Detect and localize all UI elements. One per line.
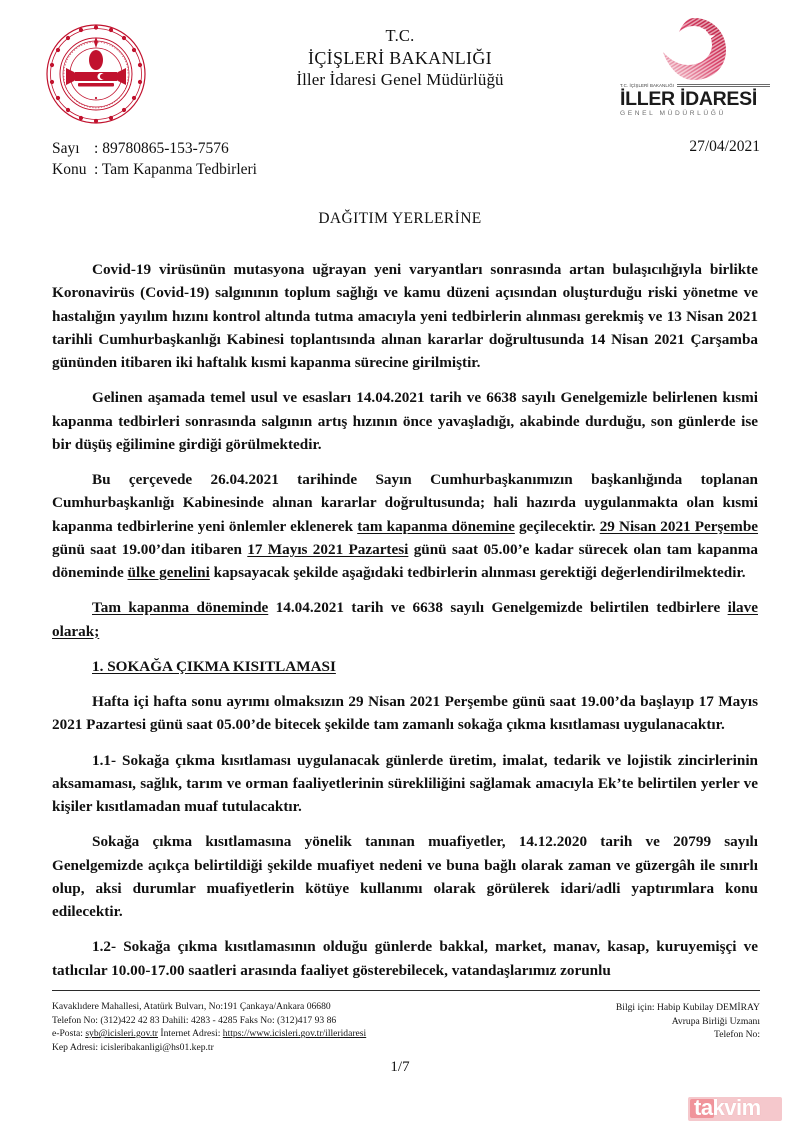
footer-contact-block (52, 1000, 366, 1054)
crescent-star-emblem-icon (658, 16, 730, 82)
p3-underline-ulke-geneli: ülke genelini (127, 564, 210, 581)
p3-segment-3: günü saat 19.00’dan itibaren (52, 540, 248, 558)
recipient-heading: DAĞITIM YERLERİNE (318, 210, 482, 227)
p3-underline-tam-kapanma: tam kapanma dönemine (357, 517, 515, 535)
watermark-text: takvim (694, 1095, 761, 1120)
ministry-seal-icon (44, 22, 148, 126)
footer-kep: Kep Adresi: icisleribakanligi@hs01.kep.tr (52, 1041, 214, 1053)
footer-address: Kavaklıdere Mahallesi, Atatürk Bulvarı, No:191 Çankaya/Ankara 06680 (52, 1001, 331, 1012)
document-header (0, 0, 800, 122)
header-title-block (296, 26, 503, 91)
footer-email-label: e-Posta: (52, 1028, 86, 1040)
logo-rule (677, 84, 770, 88)
logo-wordmark (620, 82, 770, 117)
document-meta (52, 138, 760, 184)
section-heading-1-text: 1. SOKAĞA ÇIKMA KISITLAMASI (92, 657, 336, 675)
footer-web-label: İnternet Adresi: (158, 1028, 223, 1040)
paragraph-8-item-1-2: 1.2- Sokağa çıkma kısıtlamasının olduğu günlerde bakkal, market, manav, kasap, kuruyemişçi ve tatlıcılar 10.00-17.00 saatleri arasında faaliyet gösterebilecek, vatandaşlarımız zorunlu (52, 938, 758, 979)
takvim-watermark (684, 1075, 796, 1129)
footer-phone: Telefon No: (312)422 42 83 Dahili: 4283 - 4285 Faks No: (312)417 93 86 (52, 1014, 337, 1026)
paragraph-7: Sokağa çıkma kısıtlamasına yönelik tanınan muafiyetler, 14.12.2020 tarih ve 20799 sayılı Genelgemizde açıkça belirtildiği şekilde muafiyet nedeni ve buna bağlı olarak zaman ve güzergâh ile sınırlı olup, aksi durumlar muafiyetlerin kötüye kullanımı olarak görülerek idari/adli yaptırımlara konu edilecektir. (52, 833, 758, 920)
paragraph-5: Hafta içi hafta sonu ayrımı olmaksızın 29 Nisan 2021 Perşembe günü saat 19.00’da başlayıp 17 Mayıs 2021 Pazartesi günü saat 05.00’de bitecek şekilde tam zamanlı sokağa çıkma kısıtlaması uygulanacaktır. (52, 693, 758, 734)
document-footer (52, 1000, 760, 1054)
footer-officer-phone: Telefon No: (714, 1029, 760, 1041)
meta-value-sayi: 89780865-153-7576 (102, 140, 229, 157)
p3-segment-1: Bu çerçevede 26.04.2021 tarihinde Sayın Cumhurbaşkanımızın başkanlığında toplanan Cumhurbaşkanlığı Kabinesinde alınan kararlar doğrultusunda; hali hazırda uygulanmakta olan kısmi kapanma tedbirlerine yeni önlemler eklenerek (52, 471, 758, 535)
meta-label-konu: Konu (52, 161, 87, 179)
watermark-domain-suffix: .com.tr (784, 1075, 790, 1098)
iller-idaresi-logo (620, 16, 770, 124)
meta-value-konu: Tam Kapanma Tedbirleri (101, 161, 257, 179)
document-body (52, 258, 758, 982)
paragraph-6-item-1-1: 1.1- Sokağa çıkma kısıtlaması uygulanacak günlerde üretim, imalat, tedarik ve lojistik zincirlerinin aksamaması, sağlık, tarım ve orman faaliyetlerinin sürekliliğini sağlamak amacıyla Ek’te belirtilen yerler ve kişiler kısıtlamadan muaf tutulacaktır. (52, 751, 758, 815)
p3-segment-5: kapsayacak şekilde aşağıdaki tedbirlerin alınması gerektiği değerlendirilmektedir. (209, 564, 746, 581)
footer-officer-block (616, 1000, 760, 1042)
p3-segment-2: geçilecektir. (514, 517, 600, 535)
meta-row-konu (52, 159, 760, 180)
p3-segment-4: günü saat 05.00’e kadar sürecek olan tam kapanma döneminde (52, 540, 759, 581)
footer-website-link[interactable]: https://www.icisleri.gov.tr/illeridaresi (222, 1028, 367, 1040)
logo-main-text: İLLER İDARESİ (620, 88, 757, 110)
meta-left-block (52, 138, 760, 181)
meta-sep-konu: : (94, 161, 102, 179)
header-line-ministry: İÇİŞLERİ BAKANLIĞI (308, 47, 492, 68)
page-number: 1/7 (390, 1059, 410, 1075)
meta-sep-sayi: : (94, 140, 103, 157)
footer-divider (52, 990, 760, 991)
p3-underline-end-date: 17 Mayıs 2021 Pazartesi (247, 540, 409, 558)
meta-row-sayi (52, 138, 760, 159)
logo-sub-text: GENEL MÜDÜRLÜĞÜ (620, 110, 726, 118)
header-line-tc: T.C. (385, 26, 415, 45)
header-line-directorate: İller İdaresi Genel Müdürlüğü (296, 70, 504, 90)
document-date: 27/04/2021 (689, 138, 760, 155)
footer-email-link[interactable]: syb@icisleri.gov.tr (85, 1028, 159, 1040)
p3-underline-start-date: 29 Nisan 2021 Perşembe (599, 517, 759, 535)
footer-officer-title: Avrupa Birliği Uzmanı (671, 1015, 760, 1027)
p4-underline-tam-kapanma-doneminde: Tam kapanma döneminde (92, 599, 269, 617)
p4-underline-ilave-olarak: ilave olarak; (52, 599, 758, 640)
footer-officer-name: Bilgi için: Habip Kubilay DEMİRAY (615, 1002, 760, 1013)
p4-segment-1: 14.04.2021 tarih ve 6638 sayılı Genelgemizde belirtilen tedbirlere (268, 599, 728, 617)
section-heading-1 (52, 655, 758, 678)
meta-label-sayi: Sayı (52, 140, 80, 157)
footer-email-row (52, 1027, 366, 1041)
paragraph-3 (52, 468, 758, 584)
paragraph-2: Gelinen aşamada temel usul ve esasları 14.04.2021 tarih ve 6638 sayılı Genelgemizle belirlenen kısmi kapanma tedbirleri sonrasında salgının artış hızının önce yavaşladığı, akabinde durduğu, son günlerde ise bir düşüş eğilimine girdiği görülmektedir. (52, 389, 758, 453)
logo-ministry-label: T.C. İÇİŞLERİ BAKANLIĞI (620, 83, 675, 88)
paragraph-1: Covid-19 virüsünün mutasyona uğrayan yeni varyantları sonrasında artan bulaşıcılığıyla birlikte Koronavirüs (Covid-19) salgınının toplum sağlığı ve kamu düzeni açısından oluşturduğu riski yönetme ve hastalığın yayılım hızını kontrol altında tutma amacıyla yeni tedbirlerin alınması gerekmiş ve 13 Nisan 2021 tarihli Cumhurbaşkanlığı Kabinesi toplantısında alınan kararlar doğrultusunda 14 Nisan 2021 Çarşamba gününden itibaren iki haftalık kısmi kapanma sürecine girilmiştir. (52, 261, 758, 371)
paragraph-4 (52, 596, 758, 643)
